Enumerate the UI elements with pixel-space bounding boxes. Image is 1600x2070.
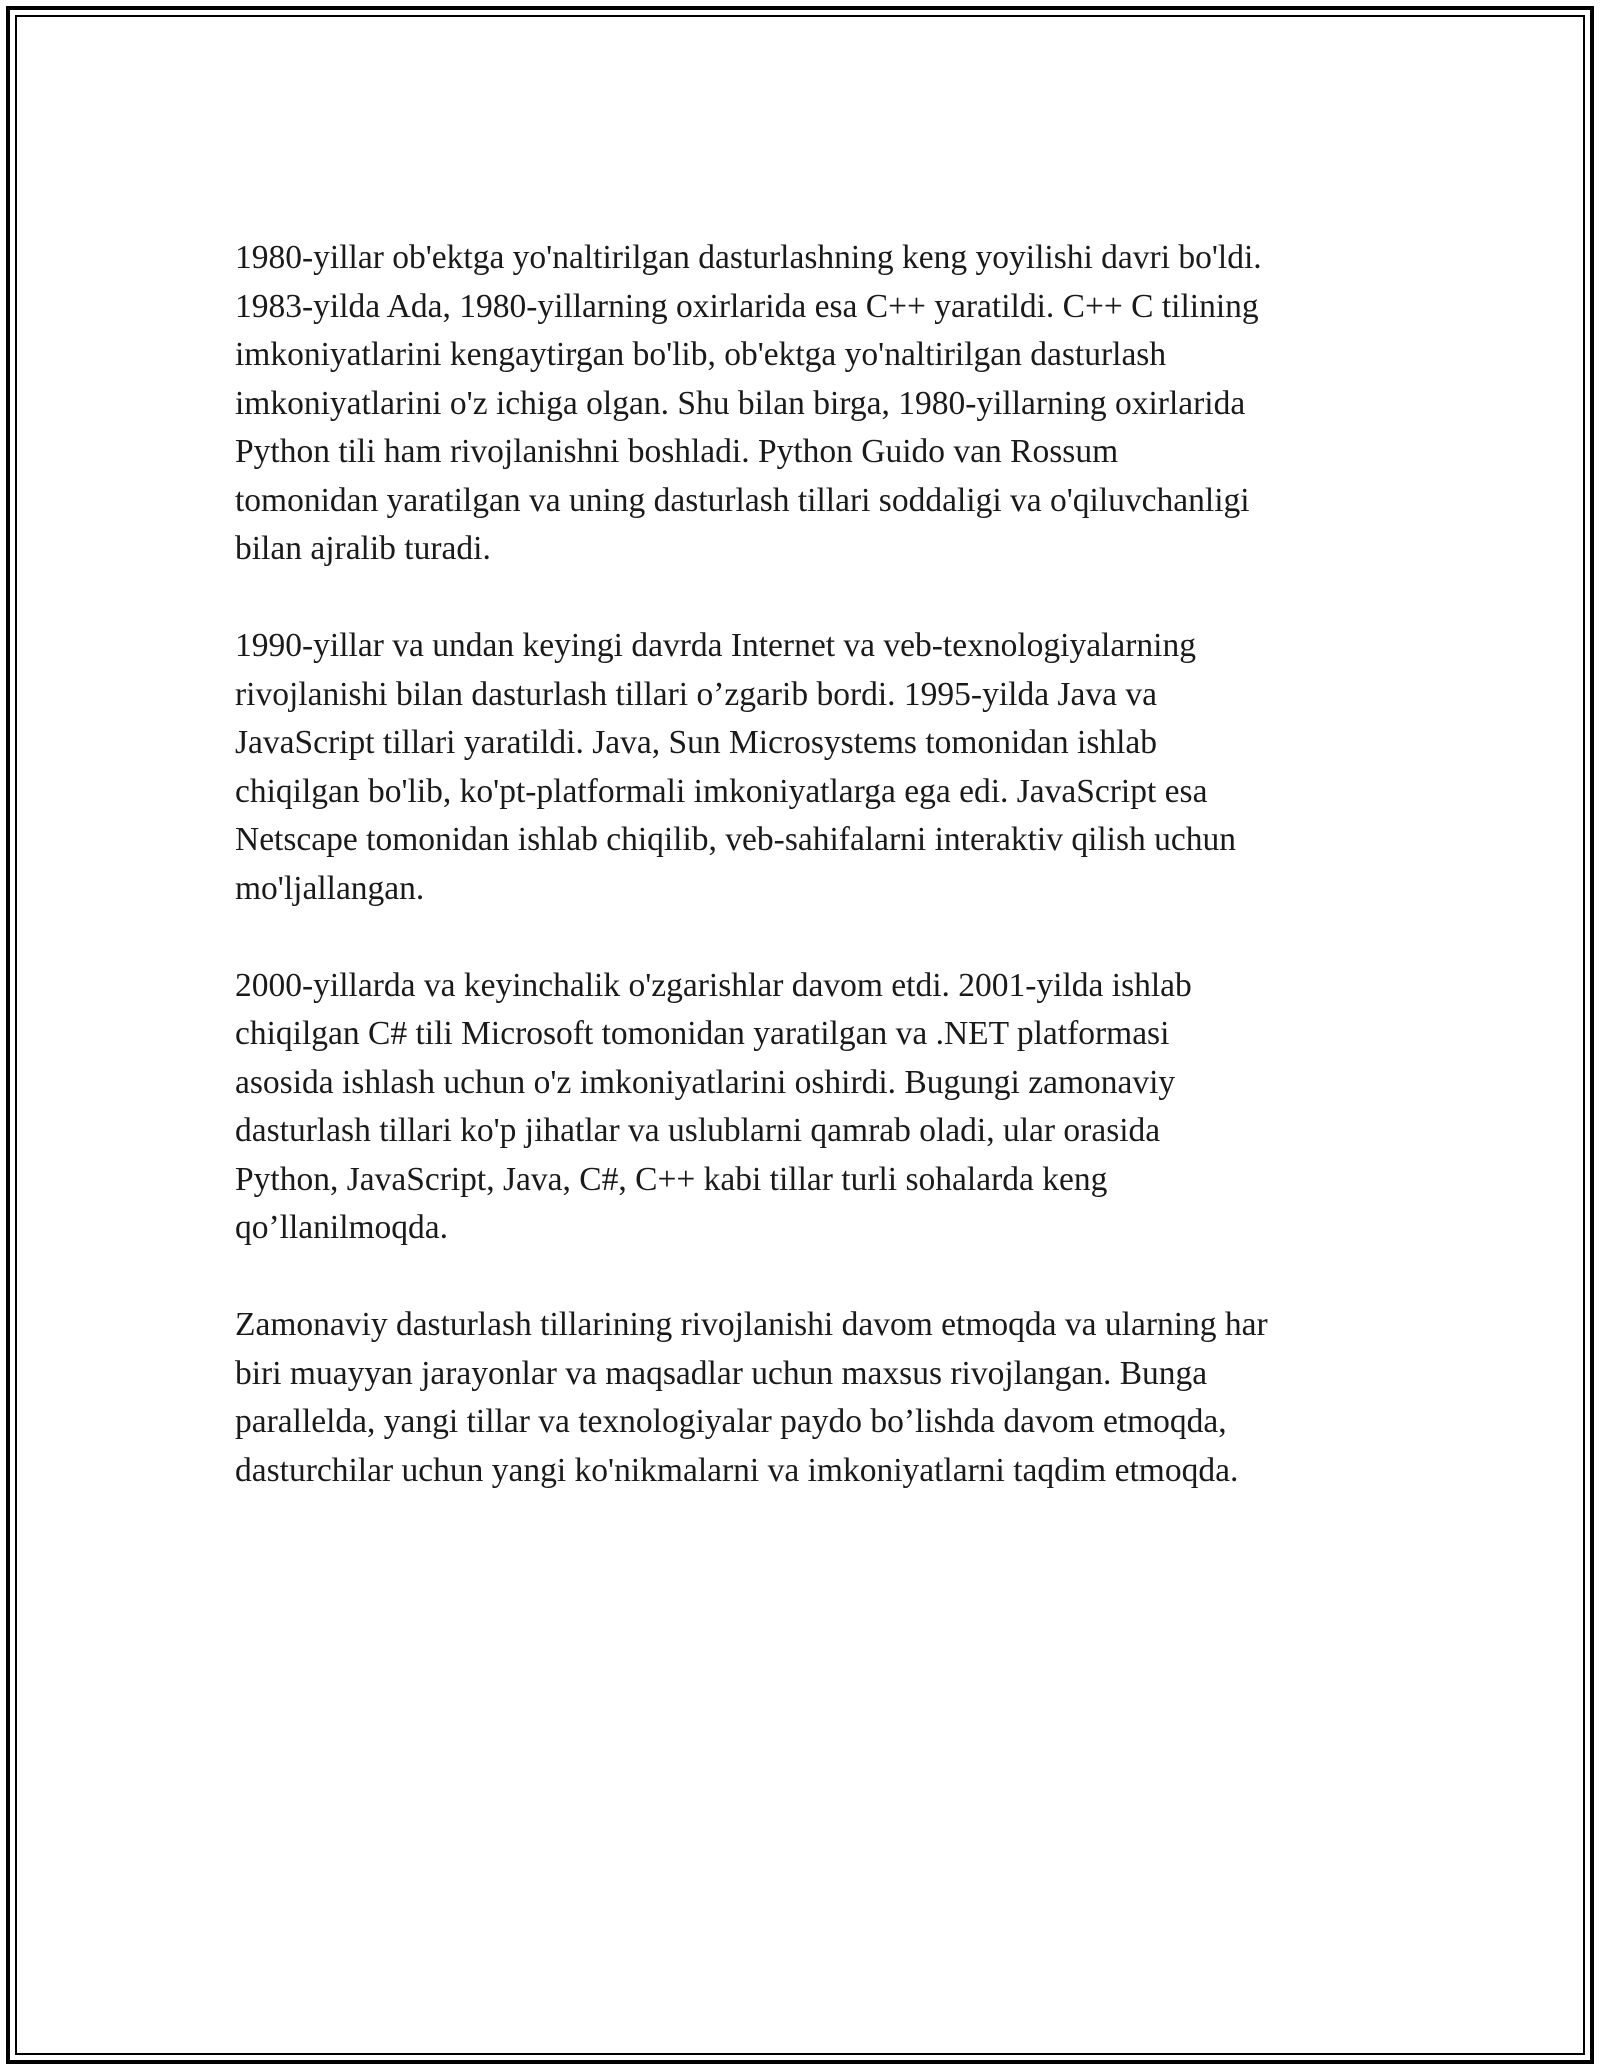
text-line: parallelda, yangi tillar va texnologiyalar paydo bo’lishda davom etmoqda, [235, 1403, 1227, 1440]
text-line: bilan ajralib turadi. [235, 530, 491, 567]
paragraph-2000s [235, 962, 1385, 1253]
text-line: dasturchilar uchun yangi ko'nikmalarni va imkoniyatlarni taqdim etmoqda. [235, 1451, 1239, 1489]
text-line: tomonidan yaratilgan va uning dasturlash tillari soddaligi va o'qiluvchanligi [235, 481, 1250, 519]
text-line: Python, JavaScript, Java, C#, C++ kabi tillar turli sohalarda keng [235, 1160, 1108, 1198]
text-line: mo'ljallangan. [235, 869, 425, 907]
text-line: 1980-yillar ob'ektga yo'naltirilgan dasturlashning keng yoyilishi davri bo'ldi. [235, 239, 1262, 276]
text-line: 1990-yillar va undan keyingi davrda Internet va veb-texnologiyalarning [235, 627, 1196, 664]
text-line: biri muayyan jarayonlar va maqsadlar uchun maxsus rivojlangan. Bunga [235, 1354, 1208, 1392]
text-line: Zamonaviy dasturlash tillarining rivojlanishi davom etmoqda va ularning har [235, 1306, 1268, 1343]
text-line: dasturlash tillari ko'p jihatlar va uslublarni qamrab oladi, ular orasida [235, 1112, 1161, 1149]
text-line: 1983-yilda Ada, 1980-yillarning oxirlarida esa C++ yaratildi. C++ C tilining [235, 287, 1259, 325]
paragraph-modern [235, 1301, 1385, 1495]
text-line: asosida ishlash uchun o'z imkoniyatlarini oshirdi. Bugungi zamonaviy [235, 1063, 1176, 1101]
paragraph-1990s [235, 622, 1385, 913]
text-line: chiqilgan C# tili Microsoft tomonidan yaratilgan va .NET platformasi [235, 1015, 1170, 1052]
paragraph-1980s [235, 234, 1385, 574]
text-line: JavaScript tillari yaratildi. Java, Sun Microsystems tomonidan ishlab [235, 724, 1158, 761]
text-line: 2000-yillarda va keyinchalik o'zgarishlar davom etdi. 2001-yilda ishlab [235, 966, 1192, 1004]
document-body [235, 234, 1385, 1544]
text-line: rivojlanishi bilan dasturlash tillari o’zgarib bordi. 1995-yilda Java va [235, 675, 1157, 713]
text-line: Netscape tomonidan ishlab chiqilib, veb-sahifalarni interaktiv qilish uchun [235, 821, 1237, 858]
text-line: Python tili ham rivojlanishni boshladi. Python Guido van Rossum [235, 433, 1119, 470]
text-line: chiqilgan bo'lib, ko'pt-platformali imkoniyatlarga ega edi. JavaScript esa [235, 772, 1208, 810]
text-line: imkoniyatlarini o'z ichiga olgan. Shu bilan birga, 1980-yillarning oxirlarida [235, 384, 1246, 422]
text-line: imkoniyatlarini kengaytirgan bo'lib, ob'ektga yo'naltirilgan dasturlash [235, 336, 1167, 373]
text-line: qo’llanilmoqda. [235, 1209, 449, 1246]
